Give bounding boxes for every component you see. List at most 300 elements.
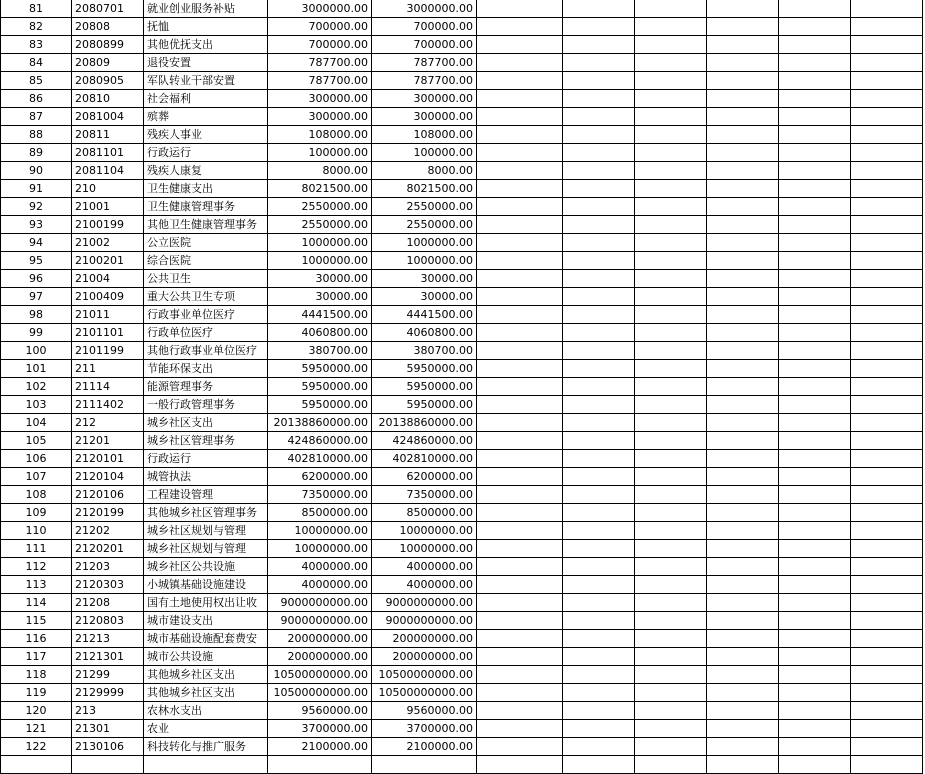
- subject-code-cell[interactable]: 20810: [72, 90, 144, 108]
- amount-cell[interactable]: 2550000.00: [372, 198, 477, 216]
- empty-cell[interactable]: [635, 666, 707, 684]
- row-number-cell[interactable]: 116: [1, 630, 72, 648]
- amount-cell[interactable]: 700000.00: [268, 18, 372, 36]
- subject-name-cell[interactable]: 公共卫生: [144, 270, 268, 288]
- amount-cell[interactable]: 4441500.00: [268, 306, 372, 324]
- subject-name-cell[interactable]: 卫生健康管理事务: [144, 198, 268, 216]
- empty-cell[interactable]: [635, 234, 707, 252]
- empty-cell[interactable]: [477, 594, 563, 612]
- row-number-cell[interactable]: 83: [1, 36, 72, 54]
- empty-cell[interactable]: [477, 54, 563, 72]
- empty-cell[interactable]: [779, 360, 851, 378]
- amount-cell[interactable]: 5950000.00: [372, 378, 477, 396]
- subject-name-cell[interactable]: 城管执法: [144, 468, 268, 486]
- row-number-cell[interactable]: 103: [1, 396, 72, 414]
- empty-cell[interactable]: [779, 558, 851, 576]
- row-number-cell[interactable]: 120: [1, 702, 72, 720]
- subject-name-cell[interactable]: 城乡社区规划与管理: [144, 540, 268, 558]
- empty-cell[interactable]: [477, 630, 563, 648]
- empty-cell[interactable]: [851, 414, 923, 432]
- subject-code-cell[interactable]: 2120303: [72, 576, 144, 594]
- empty-cell[interactable]: [477, 684, 563, 702]
- empty-cell[interactable]: [779, 396, 851, 414]
- empty-cell[interactable]: [707, 162, 779, 180]
- empty-cell[interactable]: [707, 108, 779, 126]
- subject-name-cell[interactable]: 卫生健康支出: [144, 180, 268, 198]
- empty-cell[interactable]: [635, 306, 707, 324]
- empty-cell[interactable]: [563, 666, 635, 684]
- empty-cell[interactable]: [477, 252, 563, 270]
- empty-cell[interactable]: [779, 234, 851, 252]
- amount-cell[interactable]: 3000000.00: [268, 0, 372, 18]
- row-number-cell[interactable]: 99: [1, 324, 72, 342]
- empty-cell[interactable]: [477, 90, 563, 108]
- empty-cell[interactable]: [635, 756, 707, 774]
- row-number-cell[interactable]: 110: [1, 522, 72, 540]
- amount-cell[interactable]: 30000.00: [268, 288, 372, 306]
- empty-cell[interactable]: [851, 126, 923, 144]
- empty-cell[interactable]: [707, 234, 779, 252]
- empty-cell[interactable]: [477, 432, 563, 450]
- empty-cell[interactable]: [635, 468, 707, 486]
- empty-cell[interactable]: [635, 396, 707, 414]
- empty-cell[interactable]: [477, 126, 563, 144]
- subject-code-cell[interactable]: 2120199: [72, 504, 144, 522]
- subject-name-cell[interactable]: 退役安置: [144, 54, 268, 72]
- amount-cell[interactable]: 1000000.00: [372, 252, 477, 270]
- empty-cell[interactable]: [635, 360, 707, 378]
- empty-cell[interactable]: [563, 612, 635, 630]
- empty-cell[interactable]: [707, 306, 779, 324]
- empty-cell[interactable]: [477, 342, 563, 360]
- empty-cell[interactable]: [563, 108, 635, 126]
- amount-cell[interactable]: 2100000.00: [268, 738, 372, 756]
- amount-cell[interactable]: 300000.00: [372, 108, 477, 126]
- empty-cell[interactable]: [851, 306, 923, 324]
- empty-cell[interactable]: [635, 738, 707, 756]
- empty-cell[interactable]: [477, 504, 563, 522]
- amount-cell[interactable]: 10000000.00: [268, 522, 372, 540]
- row-number-cell[interactable]: 108: [1, 486, 72, 504]
- empty-cell[interactable]: [779, 288, 851, 306]
- amount-cell[interactable]: 2550000.00: [268, 216, 372, 234]
- subject-name-cell[interactable]: 行政事业单位医疗: [144, 306, 268, 324]
- empty-cell[interactable]: [635, 702, 707, 720]
- amount-cell[interactable]: 424860000.00: [268, 432, 372, 450]
- amount-cell[interactable]: 424860000.00: [372, 432, 477, 450]
- empty-cell[interactable]: [851, 18, 923, 36]
- amount-cell[interactable]: 30000.00: [268, 270, 372, 288]
- empty-cell[interactable]: [707, 252, 779, 270]
- subject-code-cell[interactable]: 20811: [72, 126, 144, 144]
- subject-code-cell[interactable]: 21202: [72, 522, 144, 540]
- row-number-cell[interactable]: 84: [1, 54, 72, 72]
- subject-code-cell[interactable]: 2100201: [72, 252, 144, 270]
- row-number-cell[interactable]: 113: [1, 576, 72, 594]
- row-number-cell[interactable]: 111: [1, 540, 72, 558]
- empty-cell[interactable]: [851, 702, 923, 720]
- subject-name-cell[interactable]: 行政运行: [144, 144, 268, 162]
- subject-code-cell[interactable]: 2120104: [72, 468, 144, 486]
- subject-name-cell[interactable]: 能源管理事务: [144, 378, 268, 396]
- empty-cell[interactable]: [779, 126, 851, 144]
- empty-cell[interactable]: [635, 594, 707, 612]
- empty-cell[interactable]: [851, 522, 923, 540]
- amount-cell[interactable]: 10500000000.00: [372, 684, 477, 702]
- amount-cell[interactable]: 4000000.00: [372, 576, 477, 594]
- empty-cell[interactable]: [779, 450, 851, 468]
- empty-cell[interactable]: [635, 54, 707, 72]
- empty-cell[interactable]: [851, 684, 923, 702]
- subject-name-cell[interactable]: 行政单位医疗: [144, 324, 268, 342]
- subject-code-cell[interactable]: 2120101: [72, 450, 144, 468]
- empty-cell[interactable]: [707, 702, 779, 720]
- empty-cell[interactable]: [851, 216, 923, 234]
- empty-cell[interactable]: [707, 540, 779, 558]
- empty-cell[interactable]: [635, 198, 707, 216]
- amount-cell[interactable]: 5950000.00: [268, 396, 372, 414]
- subject-name-cell[interactable]: 其他城乡社区支出: [144, 684, 268, 702]
- empty-cell[interactable]: [477, 720, 563, 738]
- row-number-cell[interactable]: 86: [1, 90, 72, 108]
- empty-cell[interactable]: [563, 252, 635, 270]
- amount-cell[interactable]: 9000000000.00: [372, 612, 477, 630]
- empty-cell[interactable]: [851, 432, 923, 450]
- subject-name-cell[interactable]: 城乡社区支出: [144, 414, 268, 432]
- empty-cell[interactable]: [635, 216, 707, 234]
- empty-cell[interactable]: [779, 90, 851, 108]
- subject-code-cell[interactable]: 21114: [72, 378, 144, 396]
- row-number-cell[interactable]: 97: [1, 288, 72, 306]
- row-number-cell[interactable]: 100: [1, 342, 72, 360]
- amount-cell[interactable]: 2550000.00: [372, 216, 477, 234]
- subject-code-cell[interactable]: 21301: [72, 720, 144, 738]
- empty-cell[interactable]: [477, 324, 563, 342]
- subject-name-cell[interactable]: 就业创业服务补贴: [144, 0, 268, 18]
- empty-cell[interactable]: [563, 342, 635, 360]
- row-number-cell[interactable]: 87: [1, 108, 72, 126]
- empty-cell[interactable]: [635, 72, 707, 90]
- amount-cell[interactable]: 8021500.00: [268, 180, 372, 198]
- subject-code-cell[interactable]: 2081104: [72, 162, 144, 180]
- empty-cell[interactable]: [477, 486, 563, 504]
- empty-cell[interactable]: [707, 630, 779, 648]
- empty-cell[interactable]: [563, 504, 635, 522]
- subject-name-cell[interactable]: 科技转化与推广服务: [144, 738, 268, 756]
- empty-cell[interactable]: [635, 540, 707, 558]
- empty-cell[interactable]: [635, 648, 707, 666]
- amount-cell[interactable]: 8500000.00: [372, 504, 477, 522]
- subject-name-cell[interactable]: 一般行政管理事务: [144, 396, 268, 414]
- subject-code-cell[interactable]: 213: [72, 702, 144, 720]
- empty-cell[interactable]: [851, 630, 923, 648]
- empty-cell[interactable]: [779, 630, 851, 648]
- subject-name-cell[interactable]: 综合医院: [144, 252, 268, 270]
- empty-cell[interactable]: [707, 558, 779, 576]
- empty-cell[interactable]: [635, 378, 707, 396]
- empty-cell[interactable]: [707, 18, 779, 36]
- empty-cell[interactable]: [477, 72, 563, 90]
- empty-cell[interactable]: [635, 342, 707, 360]
- empty-cell[interactable]: [635, 162, 707, 180]
- subject-name-cell[interactable]: 城乡社区规划与管理: [144, 522, 268, 540]
- empty-cell[interactable]: [779, 0, 851, 18]
- subject-code-cell[interactable]: 2080701: [72, 0, 144, 18]
- empty-cell[interactable]: [477, 234, 563, 252]
- amount-cell[interactable]: 7350000.00: [268, 486, 372, 504]
- subject-code-cell[interactable]: 2130106: [72, 738, 144, 756]
- amount-cell[interactable]: 787700.00: [268, 72, 372, 90]
- amount-cell[interactable]: 300000.00: [372, 90, 477, 108]
- subject-code-cell[interactable]: 211: [72, 360, 144, 378]
- empty-cell[interactable]: [707, 288, 779, 306]
- amount-cell[interactable]: 10000000.00: [268, 540, 372, 558]
- empty-cell[interactable]: [707, 576, 779, 594]
- amount-cell[interactable]: 4060800.00: [268, 324, 372, 342]
- row-number-cell[interactable]: 85: [1, 72, 72, 90]
- empty-cell[interactable]: [563, 432, 635, 450]
- empty-cell[interactable]: [635, 0, 707, 18]
- amount-cell[interactable]: 200000000.00: [372, 630, 477, 648]
- empty-cell[interactable]: [851, 612, 923, 630]
- empty-cell[interactable]: [635, 684, 707, 702]
- subject-name-cell[interactable]: 城市基础设施配套费安: [144, 630, 268, 648]
- empty-cell[interactable]: [851, 90, 923, 108]
- amount-cell[interactable]: 4000000.00: [268, 558, 372, 576]
- subject-name-cell[interactable]: 农业: [144, 720, 268, 738]
- row-number-cell[interactable]: [1, 756, 72, 774]
- empty-cell[interactable]: [477, 0, 563, 18]
- empty-cell[interactable]: [707, 738, 779, 756]
- empty-cell[interactable]: [563, 162, 635, 180]
- empty-cell[interactable]: [563, 288, 635, 306]
- amount-cell[interactable]: 8000.00: [372, 162, 477, 180]
- empty-cell[interactable]: [477, 612, 563, 630]
- row-number-cell[interactable]: 93: [1, 216, 72, 234]
- empty-cell[interactable]: [851, 666, 923, 684]
- empty-cell[interactable]: [563, 306, 635, 324]
- subject-code-cell[interactable]: 2100409: [72, 288, 144, 306]
- empty-cell[interactable]: [779, 270, 851, 288]
- empty-cell[interactable]: [563, 486, 635, 504]
- empty-cell[interactable]: [851, 540, 923, 558]
- subject-name-cell[interactable]: 城乡社区公共设施: [144, 558, 268, 576]
- row-number-cell[interactable]: 119: [1, 684, 72, 702]
- subject-code-cell[interactable]: 21011: [72, 306, 144, 324]
- empty-cell[interactable]: [707, 180, 779, 198]
- amount-cell[interactable]: 5950000.00: [372, 396, 477, 414]
- empty-cell[interactable]: [477, 270, 563, 288]
- empty-cell[interactable]: [851, 36, 923, 54]
- empty-cell[interactable]: [707, 648, 779, 666]
- empty-cell[interactable]: [707, 126, 779, 144]
- empty-cell[interactable]: [563, 360, 635, 378]
- empty-cell[interactable]: [779, 378, 851, 396]
- empty-cell[interactable]: [779, 468, 851, 486]
- empty-cell[interactable]: [635, 504, 707, 522]
- empty-cell[interactable]: [707, 684, 779, 702]
- empty-cell[interactable]: [707, 468, 779, 486]
- row-number-cell[interactable]: 90: [1, 162, 72, 180]
- empty-cell[interactable]: [851, 738, 923, 756]
- empty-cell[interactable]: [563, 414, 635, 432]
- empty-cell[interactable]: [563, 684, 635, 702]
- subject-name-cell[interactable]: 残疾人康复: [144, 162, 268, 180]
- empty-cell[interactable]: [707, 342, 779, 360]
- empty-cell[interactable]: [779, 432, 851, 450]
- empty-cell[interactable]: [477, 18, 563, 36]
- empty-cell[interactable]: [851, 576, 923, 594]
- empty-cell[interactable]: [563, 180, 635, 198]
- empty-cell[interactable]: [779, 756, 851, 774]
- empty-cell[interactable]: [635, 630, 707, 648]
- empty-cell[interactable]: [563, 234, 635, 252]
- subject-name-cell[interactable]: 其他城乡社区管理事务: [144, 504, 268, 522]
- row-number-cell[interactable]: 96: [1, 270, 72, 288]
- subject-name-cell[interactable]: 抚恤: [144, 18, 268, 36]
- row-number-cell[interactable]: 118: [1, 666, 72, 684]
- empty-cell[interactable]: [635, 612, 707, 630]
- empty-cell[interactable]: [851, 288, 923, 306]
- subject-code-cell[interactable]: [72, 756, 144, 774]
- row-number-cell[interactable]: 106: [1, 450, 72, 468]
- empty-cell[interactable]: [477, 576, 563, 594]
- row-number-cell[interactable]: 91: [1, 180, 72, 198]
- empty-cell[interactable]: [563, 324, 635, 342]
- empty-cell[interactable]: [563, 576, 635, 594]
- empty-cell[interactable]: [635, 180, 707, 198]
- empty-cell[interactable]: [635, 252, 707, 270]
- empty-cell[interactable]: [851, 504, 923, 522]
- amount-cell[interactable]: 30000.00: [372, 288, 477, 306]
- amount-cell[interactable]: 4441500.00: [372, 306, 477, 324]
- subject-code-cell[interactable]: 2101199: [72, 342, 144, 360]
- empty-cell[interactable]: [563, 756, 635, 774]
- row-number-cell[interactable]: 112: [1, 558, 72, 576]
- empty-cell[interactable]: [707, 270, 779, 288]
- empty-cell[interactable]: [635, 144, 707, 162]
- empty-cell[interactable]: [779, 72, 851, 90]
- subject-name-cell[interactable]: 其他行政事业单位医疗: [144, 342, 268, 360]
- empty-cell[interactable]: [779, 306, 851, 324]
- empty-cell[interactable]: [779, 684, 851, 702]
- subject-name-cell[interactable]: 残疾人事业: [144, 126, 268, 144]
- empty-cell[interactable]: [477, 756, 563, 774]
- subject-code-cell[interactable]: 2080905: [72, 72, 144, 90]
- amount-cell[interactable]: [268, 756, 372, 774]
- empty-cell[interactable]: [851, 252, 923, 270]
- empty-cell[interactable]: [477, 666, 563, 684]
- amount-cell[interactable]: 9560000.00: [268, 702, 372, 720]
- empty-cell[interactable]: [851, 558, 923, 576]
- empty-cell[interactable]: [477, 180, 563, 198]
- row-number-cell[interactable]: 107: [1, 468, 72, 486]
- empty-cell[interactable]: [779, 198, 851, 216]
- subject-name-cell[interactable]: 节能环保支出: [144, 360, 268, 378]
- subject-name-cell[interactable]: 城市建设支出: [144, 612, 268, 630]
- empty-cell[interactable]: [707, 0, 779, 18]
- subject-code-cell[interactable]: 2081004: [72, 108, 144, 126]
- empty-cell[interactable]: [779, 162, 851, 180]
- amount-cell[interactable]: 8021500.00: [372, 180, 477, 198]
- amount-cell[interactable]: 402810000.00: [268, 450, 372, 468]
- subject-name-cell[interactable]: 其他城乡社区支出: [144, 666, 268, 684]
- subject-name-cell[interactable]: 公立医院: [144, 234, 268, 252]
- empty-cell[interactable]: [477, 108, 563, 126]
- empty-cell[interactable]: [707, 486, 779, 504]
- empty-cell[interactable]: [707, 666, 779, 684]
- empty-cell[interactable]: [779, 720, 851, 738]
- subject-code-cell[interactable]: 21213: [72, 630, 144, 648]
- row-number-cell[interactable]: 88: [1, 126, 72, 144]
- amount-cell[interactable]: 7350000.00: [372, 486, 477, 504]
- empty-cell[interactable]: [563, 396, 635, 414]
- amount-cell[interactable]: 9000000000.00: [268, 594, 372, 612]
- amount-cell[interactable]: 200000000.00: [268, 630, 372, 648]
- row-number-cell[interactable]: 117: [1, 648, 72, 666]
- empty-cell[interactable]: [779, 522, 851, 540]
- amount-cell[interactable]: 402810000.00: [372, 450, 477, 468]
- amount-cell[interactable]: 9000000000.00: [372, 594, 477, 612]
- empty-cell[interactable]: [563, 270, 635, 288]
- empty-cell[interactable]: [779, 144, 851, 162]
- empty-cell[interactable]: [563, 72, 635, 90]
- empty-cell[interactable]: [779, 702, 851, 720]
- empty-cell[interactable]: [635, 576, 707, 594]
- amount-cell[interactable]: 10500000000.00: [268, 666, 372, 684]
- amount-cell[interactable]: 4000000.00: [268, 576, 372, 594]
- empty-cell[interactable]: [635, 126, 707, 144]
- amount-cell[interactable]: 20138860000.00: [372, 414, 477, 432]
- amount-cell[interactable]: 6200000.00: [268, 468, 372, 486]
- subject-code-cell[interactable]: 210: [72, 180, 144, 198]
- amount-cell[interactable]: 2550000.00: [268, 198, 372, 216]
- amount-cell[interactable]: 9000000000.00: [268, 612, 372, 630]
- subject-name-cell[interactable]: 其他卫生健康管理事务: [144, 216, 268, 234]
- empty-cell[interactable]: [563, 558, 635, 576]
- amount-cell[interactable]: 300000.00: [268, 90, 372, 108]
- empty-cell[interactable]: [707, 144, 779, 162]
- amount-cell[interactable]: 108000.00: [372, 126, 477, 144]
- empty-cell[interactable]: [707, 198, 779, 216]
- row-number-cell[interactable]: 82: [1, 18, 72, 36]
- amount-cell[interactable]: 4060800.00: [372, 324, 477, 342]
- empty-cell[interactable]: [851, 342, 923, 360]
- empty-cell[interactable]: [851, 450, 923, 468]
- subject-name-cell[interactable]: 国有土地使用权出让收: [144, 594, 268, 612]
- subject-code-cell[interactable]: 2081101: [72, 144, 144, 162]
- subject-code-cell[interactable]: 2120803: [72, 612, 144, 630]
- empty-cell[interactable]: [707, 36, 779, 54]
- empty-cell[interactable]: [563, 702, 635, 720]
- row-number-cell[interactable]: 121: [1, 720, 72, 738]
- empty-cell[interactable]: [707, 72, 779, 90]
- empty-cell[interactable]: [477, 144, 563, 162]
- empty-cell[interactable]: [851, 486, 923, 504]
- amount-cell[interactable]: 380700.00: [268, 342, 372, 360]
- empty-cell[interactable]: [707, 594, 779, 612]
- empty-cell[interactable]: [851, 324, 923, 342]
- empty-cell[interactable]: [851, 0, 923, 18]
- empty-cell[interactable]: [851, 756, 923, 774]
- empty-cell[interactable]: [851, 648, 923, 666]
- subject-name-cell[interactable]: 社会福利: [144, 90, 268, 108]
- subject-code-cell[interactable]: 21203: [72, 558, 144, 576]
- empty-cell[interactable]: [851, 720, 923, 738]
- empty-cell[interactable]: [563, 720, 635, 738]
- row-number-cell[interactable]: 98: [1, 306, 72, 324]
- empty-cell[interactable]: [477, 288, 563, 306]
